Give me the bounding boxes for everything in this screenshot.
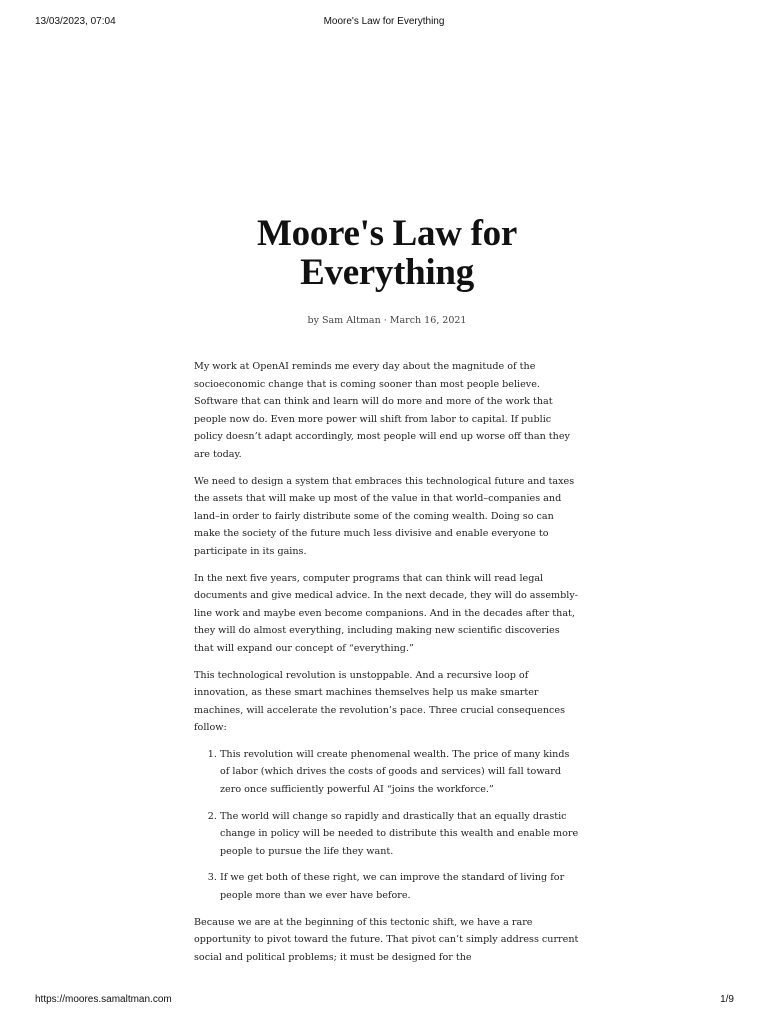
byline: by Sam Altman · March 16, 2021	[307, 315, 467, 326]
print-document-title: Moore's Law for Everything	[323, 16, 445, 27]
print-header	[0, 16, 768, 30]
print-datetime: 13/03/2023, 07:04	[35, 16, 116, 27]
print-url: https://moores.samaltman.com	[35, 994, 172, 1005]
consequences-list	[194, 746, 580, 905]
article	[194, 214, 580, 975]
list-item: 1. This revolution will create phenomenal wealth. The price of many kinds of labor (which drives the costs of goods and services) will fall toward zero once sufficiently powerful AI “joins the workforce.”	[220, 746, 580, 799]
paragraph: In the next five years, computer programs that can think will read legal documents and give medical advice. In the next decade, they will do assembly-line work and maybe even become companions. And in the decades after that, they will do almost everything, including making new scientific discoveries that will expand our concept of “everything.”	[194, 572, 578, 654]
article-title: Moore's Law for Everything	[257, 213, 517, 293]
page-number: 1/9	[720, 994, 734, 1005]
paragraph: This technological revolution is unstoppable. And a recursive loop of innovation, as these smart machines themselves help us make smarter machines, will accelerate the revolution’s pace. Three crucial consequences follow:	[194, 669, 566, 734]
list-item: 3. If we get both of these right, we can improve the standard of living for people more than we ever have before.	[220, 869, 580, 904]
paragraph: We need to design a system that embraces this technological future and taxes the assets that will make up most of the value in that world–companies and land–in order to fairly distribute some of the coming wealth. Doing so can make the society of the future much less divisive and enable everyone to participate in its gains.	[194, 475, 575, 557]
print-footer	[0, 994, 768, 1008]
paragraph: My work at OpenAI reminds me every day about the magnitude of the socioeconomic change that is coming sooner than most people believe. Software that can think and learn will do more and more of the work that people now do. Even more power will shift from labor to capital. If public policy doesn’t adapt accordingly, most people will end up worse off than they are today.	[194, 361, 570, 460]
list-item: 2. The world will change so rapidly and drastically that an equally drastic change in policy will be needed to distribute this wealth and enable more people to pursue the life they want.	[220, 808, 580, 861]
paragraph: Because we are at the beginning of this tectonic shift, we have a rare opportunity to pivot toward the future. That pivot can’t simply address current social and political problems; it must be designed for the	[194, 916, 579, 963]
